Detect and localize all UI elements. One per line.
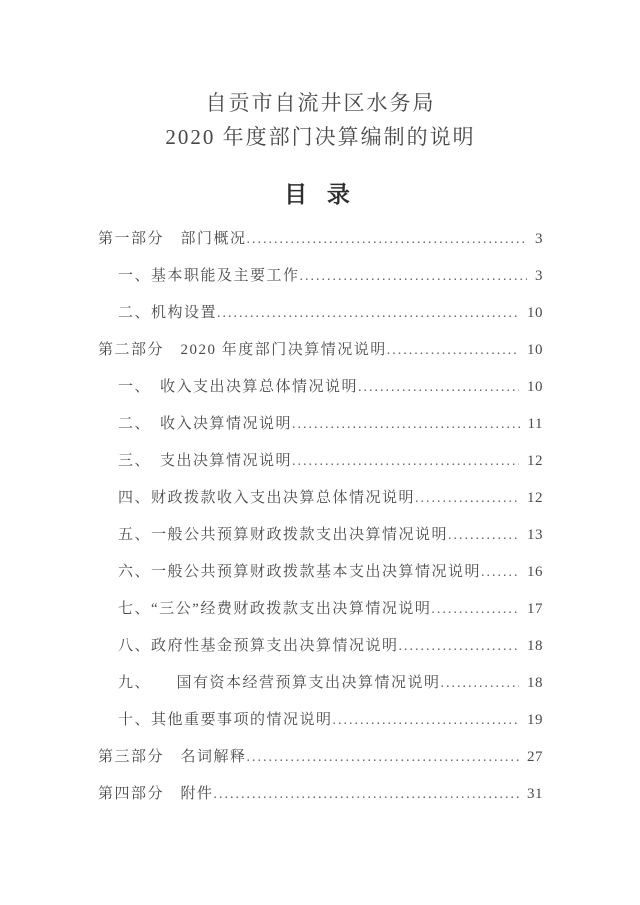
toc-entry-page-number: 18 xyxy=(527,675,543,691)
toc-entry xyxy=(98,600,543,637)
toc-entry-label: 六、一般公共预算财政拨款基本支出决算情况说明 xyxy=(118,564,482,580)
toc-entry xyxy=(98,526,543,563)
toc-entry-label: 第三部分 名词解释 xyxy=(98,749,247,765)
dot-leader xyxy=(441,674,519,693)
document-title-line2: 2020 年度部门决算编制的说明 xyxy=(165,125,476,149)
toc-entry-label: 二、 收入决算情况说明 xyxy=(118,416,293,432)
toc-entry-page-number: 10 xyxy=(527,305,543,321)
toc-entry-page-number: 12 xyxy=(527,453,543,469)
toc-entry-page-number: 11 xyxy=(527,416,543,432)
dot-leader xyxy=(292,452,519,471)
toc-entry xyxy=(98,637,543,674)
dot-leader xyxy=(292,415,520,434)
dot-leader xyxy=(481,563,519,582)
dot-leader xyxy=(415,489,519,508)
toc-entry xyxy=(98,230,543,267)
toc-entry xyxy=(98,304,543,341)
toc-entry-label: 五、一般公共预算财政拨款支出决算情况说明 xyxy=(118,527,449,543)
toc-entry xyxy=(98,267,543,304)
dot-leader xyxy=(399,637,519,656)
toc-entry xyxy=(98,378,543,415)
dot-leader xyxy=(247,748,519,767)
toc-entry-label: 第四部分 附件 xyxy=(98,786,214,802)
toc-entry-page-number: 10 xyxy=(527,342,543,358)
toc-entry xyxy=(98,341,543,378)
toc-entry-label: 七、“三公”经费财政拨款支出决算情况说明 xyxy=(118,601,432,617)
toc-entry-label: 一、 收入支出决算总体情况说明 xyxy=(118,379,359,395)
toc-entry-label: 二、机构设置 xyxy=(118,305,218,321)
toc-entry-page-number: 17 xyxy=(527,601,543,617)
dot-leader xyxy=(247,230,527,249)
toc-entry-page-number: 16 xyxy=(527,564,543,580)
dot-leader xyxy=(214,785,519,804)
toc-entry xyxy=(98,489,543,526)
dot-leader xyxy=(387,341,519,360)
toc-entry-label: 四、财政拨款收入支出决算总体情况说明 xyxy=(118,490,416,506)
dot-leader xyxy=(217,304,519,323)
toc-entry-page-number: 10 xyxy=(527,379,543,395)
dot-leader xyxy=(300,267,527,286)
toc-entry xyxy=(98,674,543,711)
toc-entry xyxy=(98,748,543,785)
dot-leader xyxy=(431,600,519,619)
toc-entry-page-number: 18 xyxy=(527,638,543,654)
dot-leader xyxy=(358,378,519,397)
dot-leader xyxy=(448,526,519,545)
toc-entry-label: 第二部分 2020 年度部门决算情况说明 xyxy=(98,342,387,358)
toc-entry-label: 第一部分 部门概况 xyxy=(98,231,247,247)
toc-entry-label: 八、政府性基金预算支出决算情况说明 xyxy=(118,638,399,654)
toc-entry xyxy=(98,785,543,822)
toc-entry-page-number: 31 xyxy=(527,786,543,802)
toc-entry-page-number: 19 xyxy=(527,712,543,728)
toc-entry-label: 三、 支出决算情况说明 xyxy=(118,453,293,469)
toc-entry xyxy=(98,415,543,452)
toc-list xyxy=(98,230,543,822)
toc-entry xyxy=(98,711,543,748)
toc-entry-label: 一、基本职能及主要工作 xyxy=(118,268,300,284)
toc-entry-page-number: 3 xyxy=(535,231,543,247)
dot-leader xyxy=(333,711,519,730)
toc-entry-page-number: 12 xyxy=(527,490,543,506)
toc-heading: 目 录 xyxy=(284,182,357,207)
toc-entry-label: 九、 国有资本经营预算支出决算情况说明 xyxy=(118,675,441,691)
toc-entry-page-number: 3 xyxy=(535,268,543,284)
document-title-line1: 自贡市自流井区水务局 xyxy=(205,91,436,115)
toc-entry xyxy=(98,563,543,600)
toc-entry-page-number: 13 xyxy=(527,527,543,543)
toc-entry-page-number: 27 xyxy=(527,749,543,765)
toc-entry xyxy=(98,452,543,489)
toc-entry-label: 十、其他重要事项的情况说明 xyxy=(118,712,333,728)
